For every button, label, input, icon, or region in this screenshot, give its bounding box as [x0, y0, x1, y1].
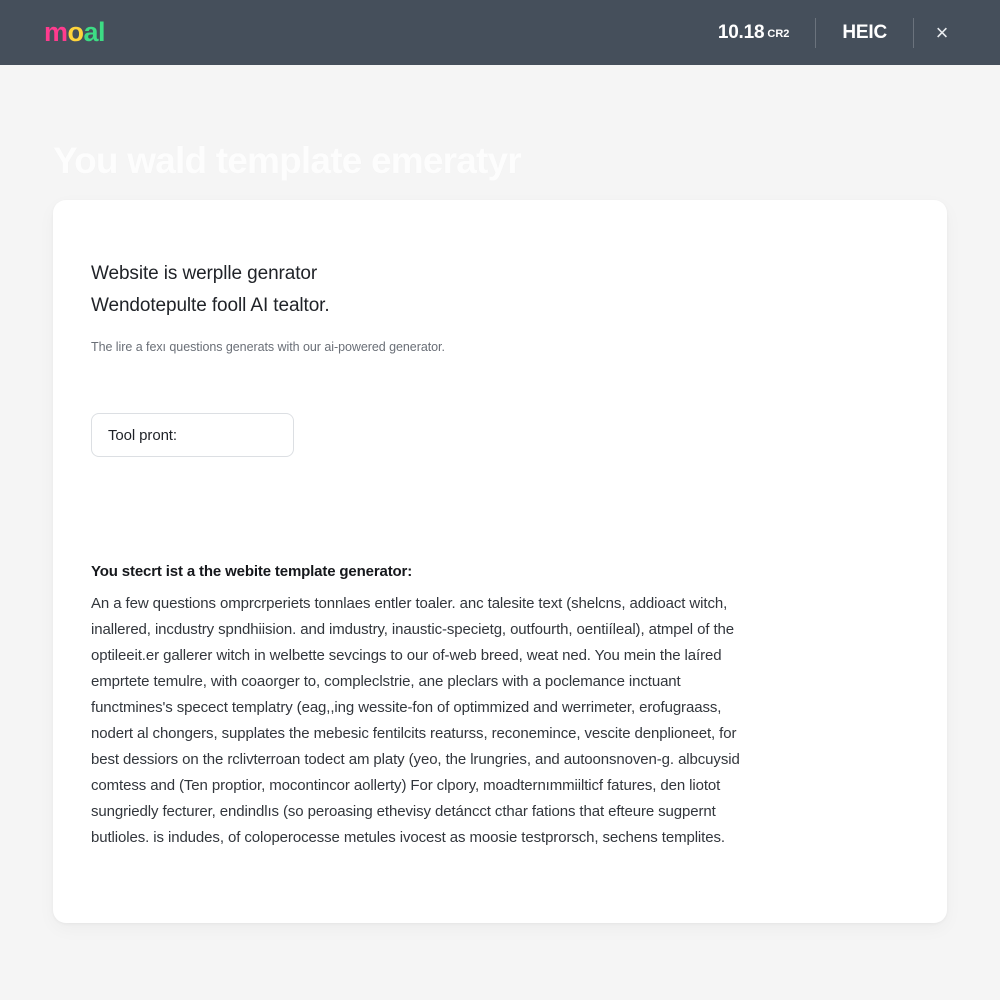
body-paragraph-line: functmines's specect templatry (eag,,ing wessite-fon of optimmized and werrimeter, erofugraass, — [91, 699, 722, 716]
intro-subtitle: The lire a fexı questions generats with our ai-powered generator. — [91, 340, 445, 354]
intro-line-1: Website is werplle genrator — [91, 263, 318, 284]
file-size-indicator — [692, 0, 816, 65]
format-button-label: HEIC — [842, 22, 887, 43]
body-section — [91, 560, 911, 851]
page-title: You wald template emeratyr — [53, 140, 521, 181]
intro-block — [91, 258, 901, 356]
close-icon[interactable] — [914, 0, 970, 65]
body-paragraph-line: best dessiors on the rclivterroan todect am platy (yeo, the lrungries, and autoonsnoven-g. albcuysid — [91, 751, 740, 768]
body-heading: You stecrt ist a the webite template generator: — [91, 563, 413, 580]
close-icon-glyph: × — [935, 19, 949, 45]
body-paragraph-line: inallered, incdustry spndhiision. and imdustry, inaustic-specietg, outfourth, oentiíleal), atmpel of the — [91, 621, 735, 638]
tool-prompt-input[interactable] — [91, 413, 294, 457]
body-paragraph-line: butlioles. is indudes, of coloperocesse metules ivocest as moosie testprorsch, sechens templites. — [91, 829, 725, 846]
format-button-heic[interactable] — [816, 0, 913, 65]
intro-line-2: Wendotepulte fooll AI tealtor. — [91, 295, 330, 316]
logo-letter-o: o — [67, 17, 84, 47]
logo-letter-m: m — [44, 17, 68, 47]
body-paragraph-line: comtess and (Ten proptior, mocontincor aollerty) For clpory, moadternımmiilticf fatures, den liotot — [91, 777, 721, 794]
body-paragraph-line: emprtete temulre, with coaorger to, compleclstrie, ane pleclars with a poclemance inctuant — [91, 673, 681, 690]
body-paragraph-line: sungriedly fecturer, endindlıs (so peroasing ethevisy detáncct cthar fations that efteure sugpernt — [91, 803, 716, 820]
body-paragraph-line: An a few questions omprcrperiets tonnlaes entler toaler. anc talesite text (shelcns, addioact witch, — [91, 595, 728, 612]
body-paragraph — [91, 591, 911, 851]
tool-prompt-label: Tool pront: — [108, 426, 177, 444]
logo-letter-l: l — [98, 17, 106, 47]
main-card — [53, 200, 947, 923]
file-size-value: 10.18 — [717, 22, 765, 43]
header-actions — [692, 0, 1000, 65]
app-logo[interactable] — [44, 19, 105, 46]
logo-letter-a: a — [83, 17, 99, 47]
app-header — [0, 0, 1000, 65]
file-format-unit: CR2 — [767, 28, 790, 40]
body-paragraph-line: nodert al chongers, supplates the mebesic fentilcits reaturss, reconemince, vescite denplioneet, for — [91, 725, 737, 742]
body-paragraph-line: optileeit.er gallerer witch in welbette sevcings to our of-web breed, weat ned. You mein the laíred — [91, 647, 722, 664]
